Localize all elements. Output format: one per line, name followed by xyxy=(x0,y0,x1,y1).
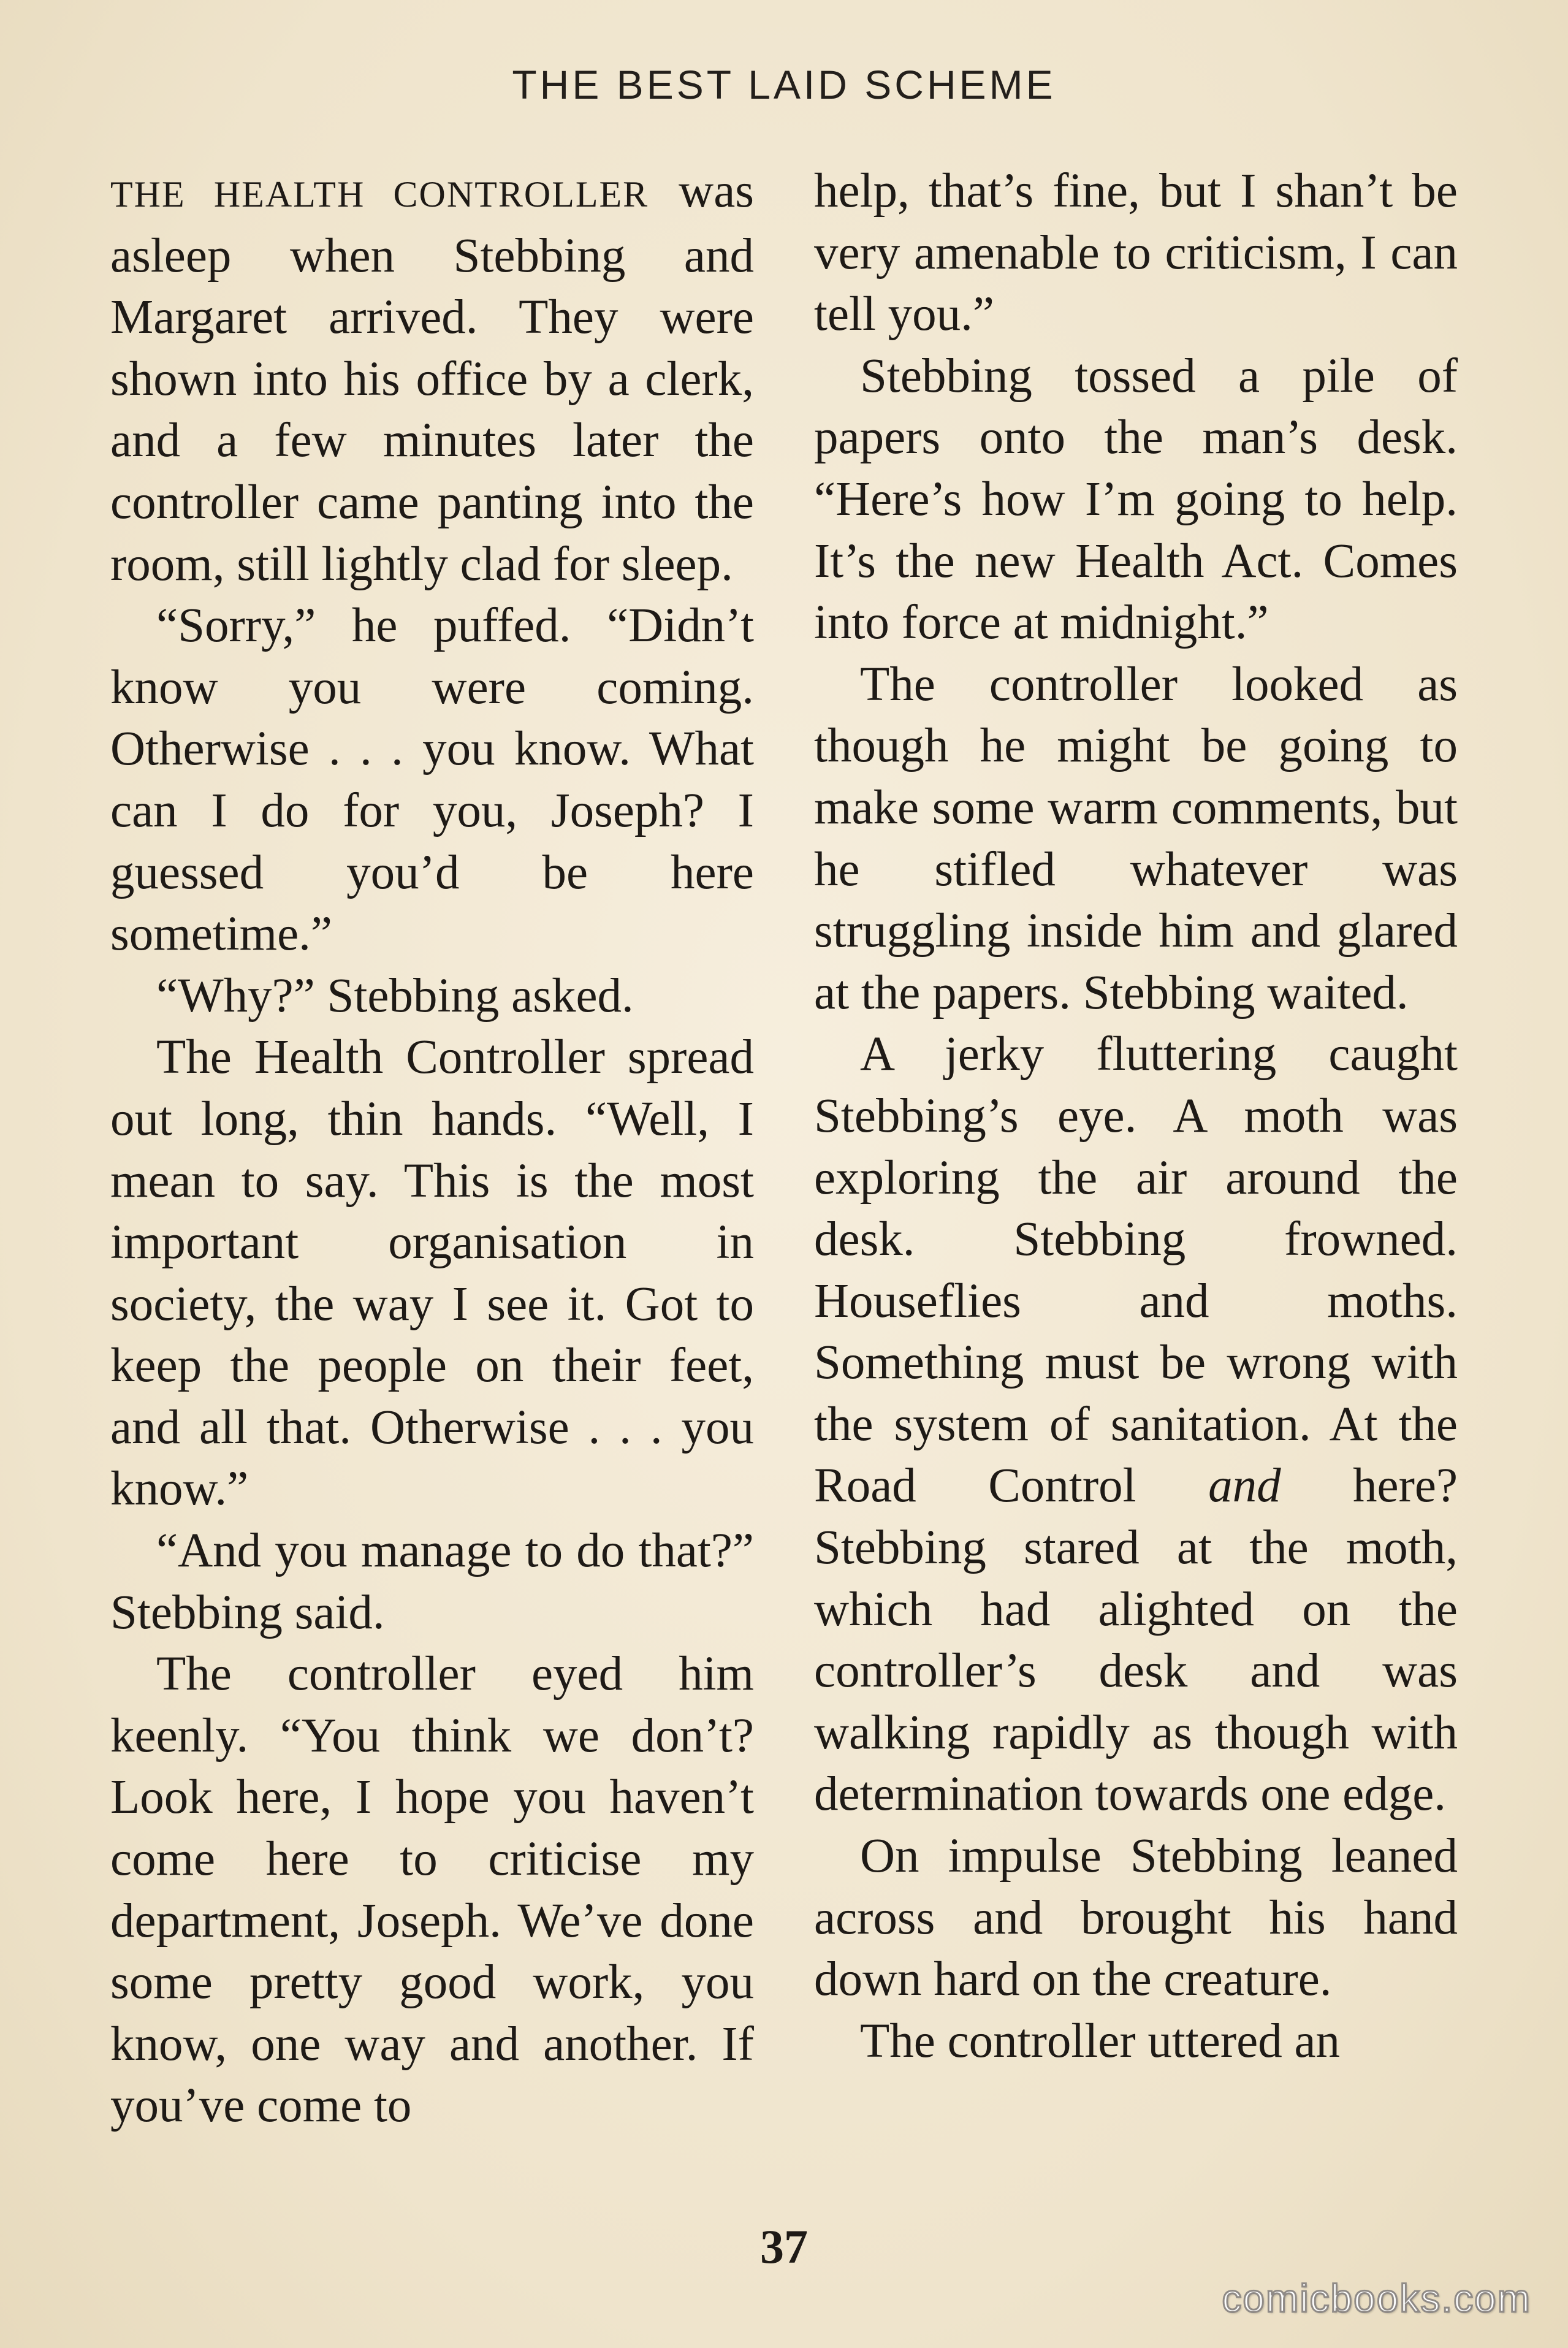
paragraph: “And you manage to do that?” Stebbing said. xyxy=(110,1524,754,1639)
moth-paragraph xyxy=(814,1024,1458,1826)
running-head: THE BEST LAID SCHEME xyxy=(512,62,1056,107)
opening-paragraph xyxy=(110,161,754,595)
paragraph: The Health Controller spread out long, thin hands. “Well, I mean to say. This is the most important organisation in society, the way I see it. Got to keep the people on their feet, and all that. Otherwise . . . you know.” xyxy=(110,1031,754,1516)
continuation-paragraph: help, that’s fine, but I shan’t be very amenable to criticism, I can tell you.” xyxy=(814,164,1458,341)
opening-text: was asleep when Stebbing and Margaret arrived. They were shown into his office by a clerk, and a few minutes later the controller came panting into the room, still lightly clad for sleep. xyxy=(110,164,755,591)
page-number: 37 xyxy=(760,2220,808,2273)
paragraph: “Why?” Stebbing asked. xyxy=(156,969,634,1023)
paragraph: The controller looked as though he might be going to make some warm comments, but he stifled whatever was struggling inside him and glared at the papers. Stebbing waited. xyxy=(814,657,1458,1020)
paragraph: The controller uttered an xyxy=(860,2014,1341,2068)
opening-smallcaps: THE HEALTH CONTROLLER xyxy=(110,174,649,215)
emphasis-and: and xyxy=(1208,1459,1281,1513)
right-column xyxy=(814,161,1458,2072)
paragraph: On impulse Stebbing leaned across and brought his hand down hard on the creature. xyxy=(814,1829,1458,2007)
moth-text-before: A jerky fluttering caught Stebbing’s eye. A moth was exploring the air around the desk. Stebbing frowned. Houseflies and moths. Something must be wrong with the system of sanitation. At the Road Control xyxy=(814,1027,1458,1513)
paragraph: “Sorry,” he puffed. “Didn’t know you were coming. Otherwise . . . you know. What can I do for you, Joseph? I guessed you’d be here sometime.” xyxy=(110,599,754,961)
paragraph: Stebbing tossed a pile of papers onto the man’s desk. “Here’s how I’m going to help. It’s the new Health Act. Comes into force at midnight.” xyxy=(814,349,1458,650)
watermark-logo: comicbooks.com xyxy=(1222,2276,1531,2320)
left-column xyxy=(110,161,754,2137)
moth-text-after: here? Stebbing stared at the moth, which had alighted on the controller’s desk and was walking rapidly as though with determination towards one edge. xyxy=(814,1459,1458,1821)
paragraph: The controller eyed him keenly. “You think we don’t? Look here, I hope you haven’t come here to criticise my department, Joseph. We’ve done some pretty good work, you know, one way and another. If you’ve come to xyxy=(110,1647,754,2133)
